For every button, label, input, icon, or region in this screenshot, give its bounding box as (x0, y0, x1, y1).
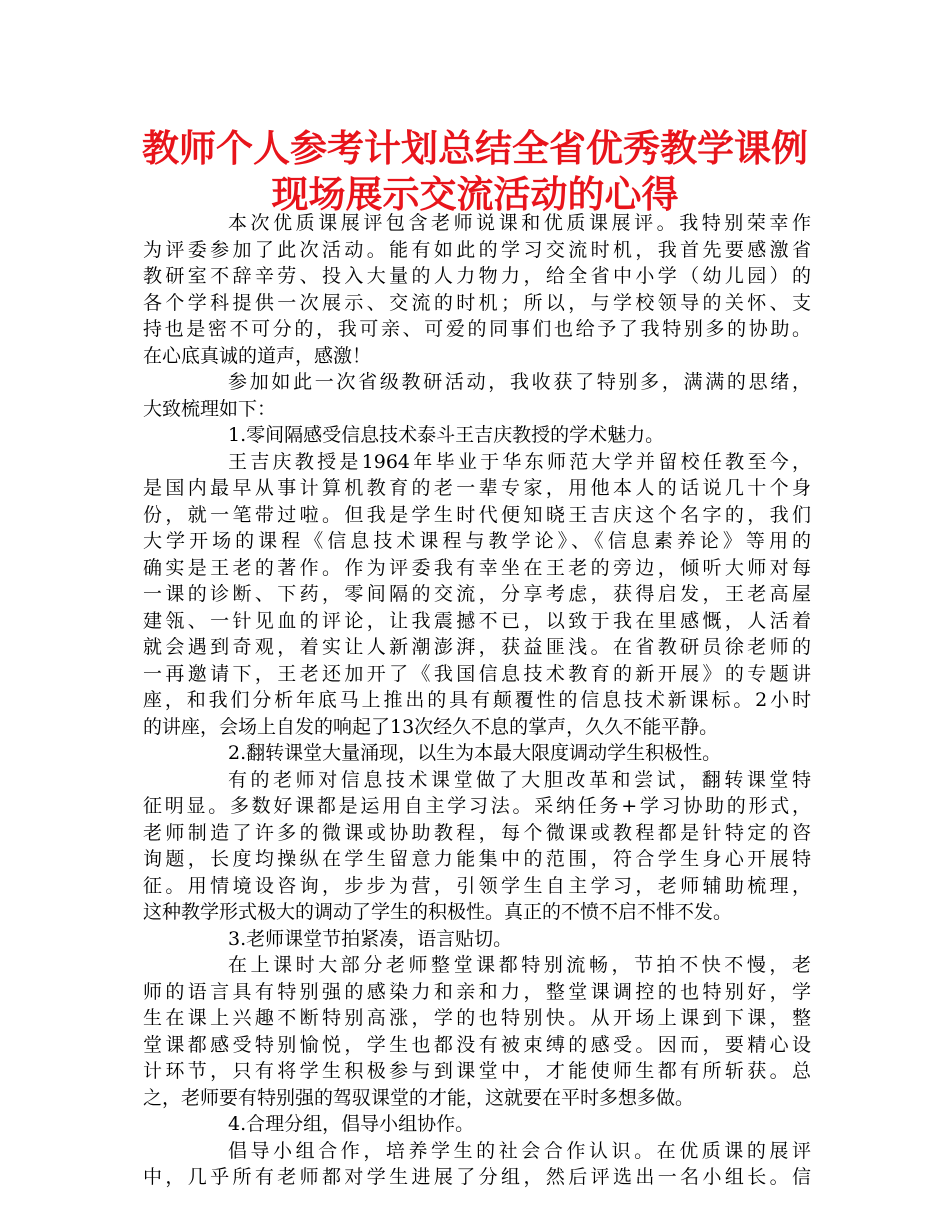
body-text-line: 征。用情境设咨询，步步为营，引领学生自主学习，老师辅助梳理， (143, 874, 811, 897)
body-text-line: 有的老师对信息技术课堂做了大胆改革和尝试，翻转课堂特 (228, 768, 811, 791)
body-text-line: 中，几乎所有老师都对学生进展了分组，然后评选出一名小组长。信 (143, 1166, 811, 1188)
body-text-line: 教研室不辞辛劳、投入大量的人力物力，给全省中小学（幼儿园）的 (143, 265, 811, 287)
body-text-line: 座，和我们分析年底马上推出的具有颠覆性的信息技术新课标。2小时 (143, 689, 811, 711)
body-text-line: 倡导小组合作，培养学生的社会合作认识。在优质课的展评 (228, 1139, 811, 1162)
body-text-line: 大学开场的课程《信息技术课程与教学论》、《信息素养论》等用的 (143, 530, 811, 552)
body-text-line: 是国内最早从事计算机教育的老一辈专家，用他本人的话说几十个身 (143, 477, 811, 499)
body-text-line: 在上课时大部分老师整堂课都特别流畅，节拍不快不慢，老 (228, 954, 811, 976)
body-text-line: 一再邀请下，王老还加开了《我国信息技术教育的新开展》的专题讲 (143, 662, 811, 685)
body-text-line: 询题，长度均操纵在学生留意力能集中的范围，符合学生身心开展特 (143, 848, 811, 870)
document-body (143, 210, 811, 1191)
body-text-line: 征明显。多数好课都是运用自主学习法。采纳任务+学习协助的形式， (143, 795, 811, 817)
body-text-line: 计环节，只有将学生积极参与到课堂中，才能使师生都有所斩获。总 (143, 1060, 811, 1082)
body-text-line: 大致梳理如下： (143, 397, 277, 420)
body-text-line: 4.合理分组，倡导小组协作。 (228, 1113, 475, 1135)
body-text-line: 一课的诊断、下药，零间隔的交流，分享考虑，获得启发，王老高屋 (143, 583, 811, 605)
body-text-line: 本次优质课展评包含老师说课和优质课展评。我特别荣幸作 (228, 212, 811, 234)
body-text-line: 各个学科提供一次展示、交流的时机；所以，与学校领导的关怀、支 (143, 291, 811, 314)
body-text-line: 2.翻转课堂大量涌现，以生为本最大限度调动学生积极性。 (228, 742, 722, 764)
body-text-line: 参加如此一次省级教研活动，我收获了特别多，满满的思绪， (228, 371, 811, 393)
body-text-line: 老师制造了许多的微课或协助教程，每个微课或教程都是针特定的咨 (143, 821, 811, 844)
body-text-line: 堂课都感受特别愉悦，学生也都没有被束缚的感受。因而，要精心设 (143, 1033, 811, 1056)
body-text-line: 持也是密不可分的，我可亲、可爱的同事们也给予了我特别多的协助。 (143, 318, 811, 340)
document-title-line-2: 现场展示交流活动的心得 (271, 173, 679, 216)
body-text-line: 这种教学形式极大的调动了学生的积极性。真正的不愤不启不悱不发。 (143, 901, 733, 923)
body-text-line: 确实是王老的著作。作为评委我有幸坐在王老的旁边，倾听大师对每 (143, 556, 811, 579)
document-title-line-1: 教师个人参考计划总结全省优秀教学课例 (142, 127, 808, 170)
body-text-line: 份，就一笔带过啦。但我是学生时代便知晓王吉庆这个名字的，我们 (143, 503, 811, 526)
body-text-line: 就会遇到奇观，着实让人新潮澎湃，获益匪浅。在省教研员徐老师的 (143, 636, 811, 658)
body-text-line: 王吉庆教授是1964年毕业于华东师范大学并留校任教至今， (228, 450, 811, 473)
body-text-line: 的讲座，会场上自发的响起了13次经久不息的掌声，久久不能平静。 (143, 715, 719, 738)
body-text-line: 1.零间隔感受信息技术泰斗王吉庆教授的学术魅力。 (228, 424, 665, 446)
body-text-line: 生在课上兴趣不断特别高涨，学的也特别快。从开场上课到下课，整 (143, 1007, 811, 1029)
body-text-line: 在心底真诚的道声，感激！ (143, 344, 372, 367)
body-text-line: 师的语言具有特别强的感染力和亲和力，整堂课调控的也特别好，学 (143, 980, 811, 1003)
body-text-line: 建瓴、一针见血的评论，让我震撼不已，以致于我在里感慨，人活着 (143, 609, 811, 632)
body-text-line: 3.老师课堂节拍紧凑，语言贴切。 (228, 927, 513, 950)
body-text-line: 之，老师要有特别强的驾驭课堂的才能，这就要在平时多想多做。 (143, 1086, 695, 1109)
body-text-line: 为评委参加了此次活动。能有如此的学习交流时机，我首先要感激省 (143, 238, 811, 261)
